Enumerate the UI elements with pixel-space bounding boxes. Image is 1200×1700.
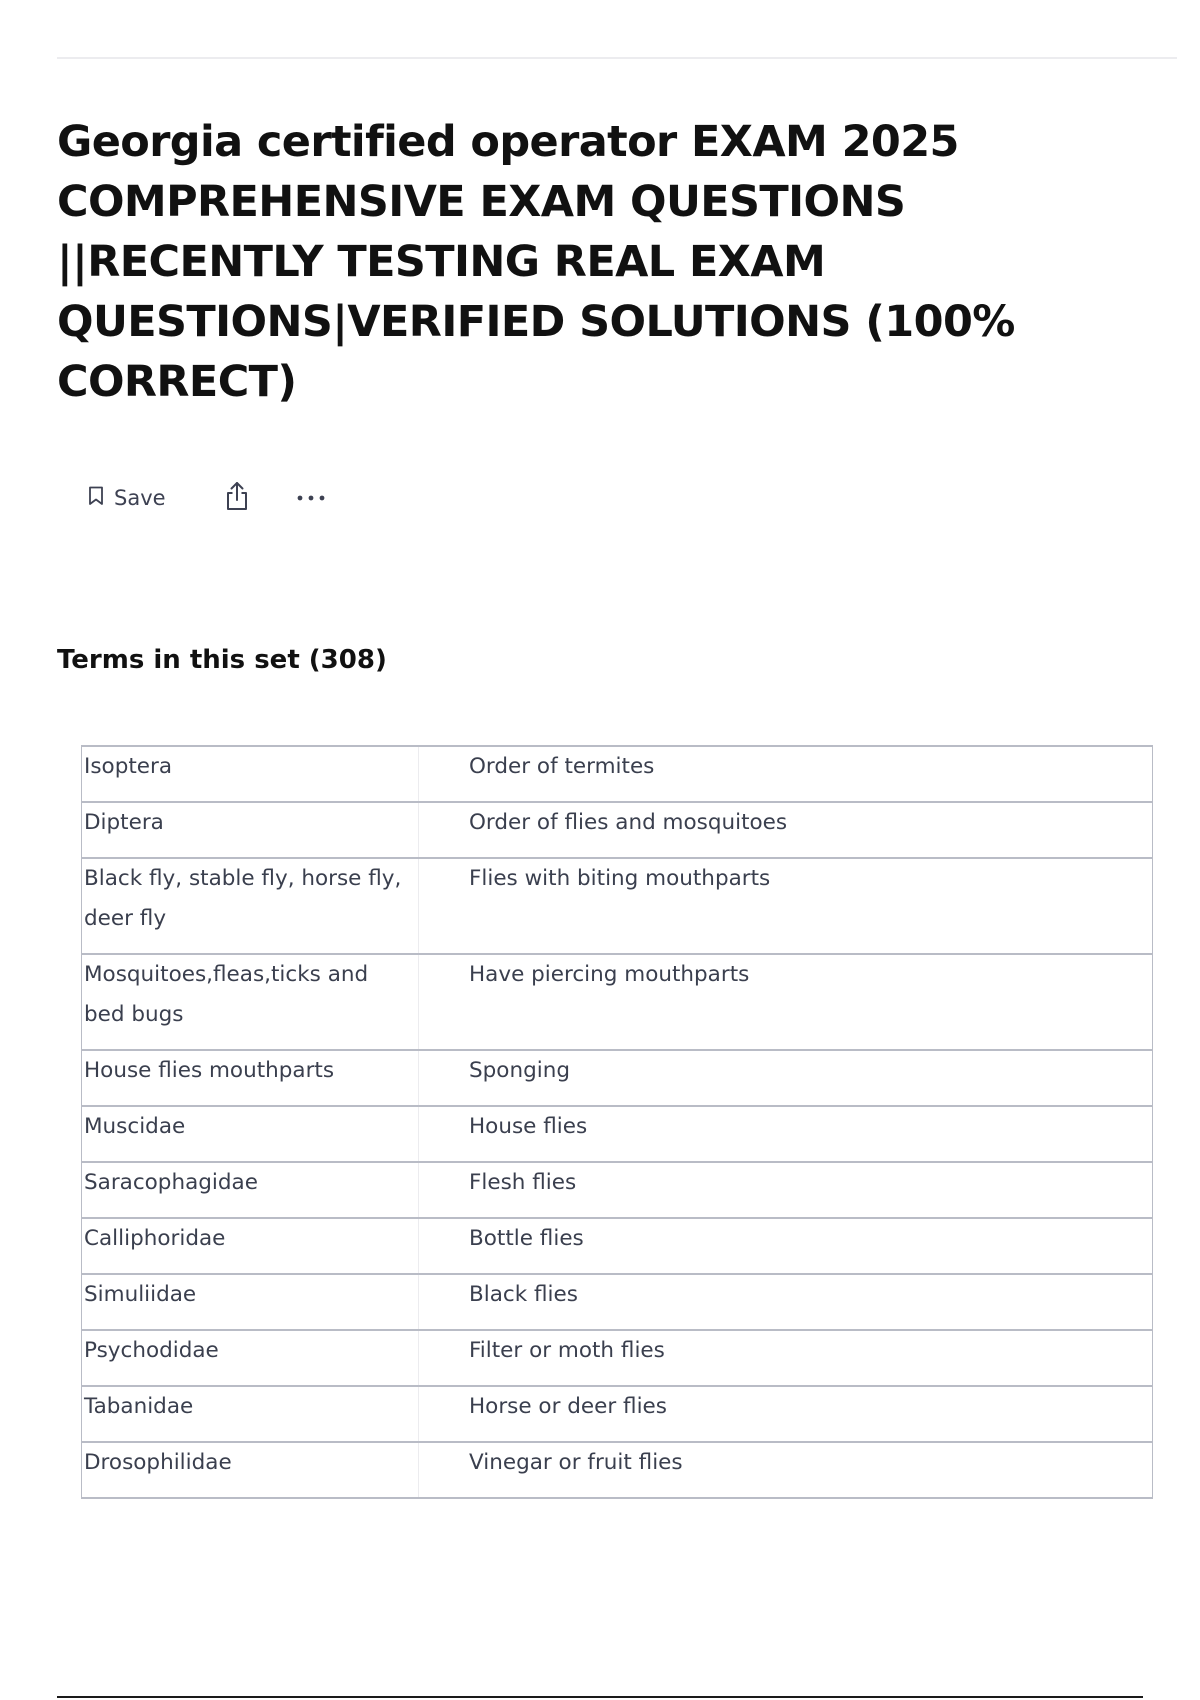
definition-cell: Sponging xyxy=(419,1050,1153,1106)
term-cell: Calliphoridae xyxy=(82,1218,419,1274)
table-row xyxy=(82,1274,1153,1330)
term-cell: Tabanidae xyxy=(82,1386,419,1442)
bookmark-icon xyxy=(88,486,104,511)
term-cell: Simuliidae xyxy=(82,1274,419,1330)
definition-cell: House flies xyxy=(419,1106,1153,1162)
table-row xyxy=(82,802,1153,858)
term-cell: Saracophagidae xyxy=(82,1162,419,1218)
action-bar xyxy=(78,478,332,518)
term-cell: Psychodidae xyxy=(82,1330,419,1386)
definition-cell: Flies with biting mouthparts xyxy=(419,858,1153,954)
definition-cell: Bottle flies xyxy=(419,1218,1153,1274)
definition-cell: Vinegar or fruit flies xyxy=(419,1442,1153,1498)
table-row xyxy=(82,1330,1153,1386)
table-row xyxy=(82,1442,1153,1498)
term-cell: Isoptera xyxy=(82,746,419,802)
table-row xyxy=(82,1162,1153,1218)
term-cell: Muscidae xyxy=(82,1106,419,1162)
definition-cell: Flesh flies xyxy=(419,1162,1153,1218)
term-cell: Drosophilidae xyxy=(82,1442,419,1498)
definition-cell: Black flies xyxy=(419,1274,1153,1330)
table-row xyxy=(82,1218,1153,1274)
table-row xyxy=(82,1050,1153,1106)
table-row xyxy=(82,858,1153,954)
top-divider xyxy=(57,57,1177,59)
more-horizontal-icon xyxy=(296,489,326,507)
page-title: Georgia certified operator EXAM 2025 COMPREHENSIVE EXAM QUESTIONS ||RECENTLY TESTING REAL EXAM QUESTIONS|VERIFIED SOLUTIONS (100% CORRECT) xyxy=(57,117,1015,407)
definition-cell: Order of flies and mosquitoes xyxy=(419,802,1153,858)
table-row xyxy=(82,746,1153,802)
definition-cell: Horse or deer flies xyxy=(419,1386,1153,1442)
terms-heading: Terms in this set (308) xyxy=(57,645,387,675)
share-icon xyxy=(224,481,250,516)
share-button[interactable] xyxy=(218,477,256,520)
save-label: Save xyxy=(114,486,166,510)
term-cell: Mosquitoes,fleas,ticks and bed bugs xyxy=(82,954,419,1050)
table-row xyxy=(82,1106,1153,1162)
definition-cell: Have piercing mouthparts xyxy=(419,954,1153,1050)
term-cell: Black fly, stable fly, horse fly, deer fly xyxy=(82,858,419,954)
table-row xyxy=(82,954,1153,1050)
definition-cell: Filter or moth flies xyxy=(419,1330,1153,1386)
definition-cell: Order of termites xyxy=(419,746,1153,802)
term-cell: Diptera xyxy=(82,802,419,858)
table-row xyxy=(82,1386,1153,1442)
terms-table xyxy=(81,745,1153,1499)
more-options-button[interactable] xyxy=(290,485,332,511)
term-cell: House flies mouthparts xyxy=(82,1050,419,1106)
bottom-divider xyxy=(57,1696,1143,1698)
save-button[interactable] xyxy=(78,482,176,515)
